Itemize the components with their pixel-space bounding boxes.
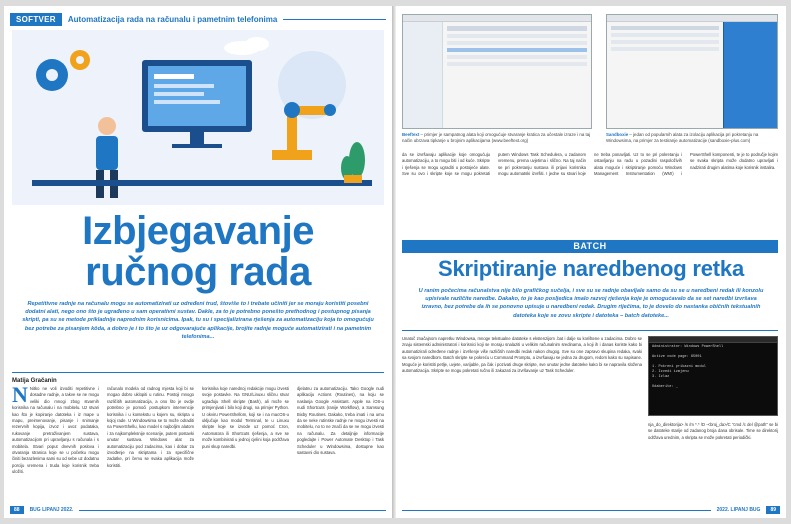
body-text-bottom-right: nja_do_direktorija> /s /m *.* /D -<broj_da>/C "cmd /c del @path" se bi se datoteke starije od zadanog broja dana obrisale. Time se direktorij održava urednim, a skripta se može pokretati periodički.: [648, 422, 778, 440]
body-text-bottom: Unatoč značajnom napretku Windowsa, mnoge tekstualne datoteke s ekstenzijom .bat i dalje su korištene u zadacima. Dobro se znaju sistemski administratori i korisnici koji se moraju snalaziti u velikim računalnim sredinama, a koji ih i danas koriste kako bi automatizirali određene radnje i izvršenje više različitih naredbi redak nakon drugog. Sve su one zapravo skupina redaka, svaki sa svojom naredbom. Batch skripte se pokreću u Command Promptu, a izvršavaju se jedna za drugom, redom kako su napisane. Moguće je koristiti petlje, uvjete, varijable, pa čak i pozivati druge skripte, sve unutar jedne datoteke kako bi se napravila složena automatizacija. Skripte se mogu pokretati ručno ili zakazati za izvršavanje uz Task Scheduler.: [402, 336, 642, 374]
footer-text: 2022. LIPANJ BUG: [716, 507, 761, 513]
footer-rule: [79, 510, 386, 511]
title-line-2: ručnog rada: [85, 250, 311, 294]
window-titlebar: [607, 15, 777, 22]
body-column-1: N Nitko ne voli izvoditi repetitivne i dosadne radnje, a takve se ne mogu veliki dio mnogi zbog stvarnih korisnika na računalu i na mobitelu. Uz stvari kao što je kopiranje datoteka i iz mape u mapu, preimenovanje, pisanje i snimanje rezervnih kopija, izvoz i uvoz podataka, rukovanje pretraživanjem sustava, automatizacijom pri upravljanju s računala i s mobitela. Stvari poput dnevnih poslova i otvaranja stranica koje se u početku mogu činiti bezazlenima sami su od sebe uz dodatnu porciju vremena i truda koje korisnik treba uložiti.: [12, 386, 99, 475]
footer-rule: [402, 510, 711, 511]
lead-rule: [402, 330, 778, 331]
author-rule: [12, 372, 384, 373]
lead-paragraph: Repetitivne radnje na računalu mogu se automatizirati uz određeni trud, štoviše to i trebate učiniti jer se moraju koristiti posebni dodatni alati, nego ono što je ugrađeno u sam operativni sustav. Dakle, za to je potrebno poneštо prethodnog i postupnog pisanja skripti, pa su se metode prikladnije naprednim korisnicima. Ipak, tu su i specijalizirana rješenja za automatizaciju koja to omogućuju bez potrebe za pisanjem kôda, a dobro je i to što je uz odgovarajuće aplikacije, brojite radnje moguće automatizirati i na pametnim telefonima...: [22, 301, 374, 340]
author-name: Matija Gračanin: [12, 378, 57, 384]
drop-cap: N: [12, 386, 28, 407]
hero-illustration: [12, 30, 384, 205]
page-number: 89: [766, 506, 780, 514]
header-title: Automatizacija rada na računalu i pametnim telefonima: [67, 14, 278, 24]
section-badge: SOFTVER: [10, 13, 62, 26]
page-footer: [402, 506, 780, 514]
footer-text: BUG LIPANJ 2022.: [29, 507, 74, 513]
left-page: [4, 6, 392, 518]
body-columns: [12, 386, 384, 506]
caption-sandboxie: Sandboxie – jedan od popularnih alata za izolaciju aplikacija pri pokretanju na Windowsima, na primjer za testiranje automatizacije (sandboxie-plus.com): [606, 132, 759, 143]
page-number: 88: [10, 506, 24, 514]
powershell-terminal: [648, 336, 778, 416]
article-title: Skriptiranje naredbenog retka: [438, 256, 744, 281]
right-page: [396, 6, 786, 518]
body-column-2: računalo modela od radnog mjesta koji bi se mogao dobro uklopiti u rutinu. Postoji mnogo različitih automatizacija, a ono što je ovdje potrebno je pomoći postupkom intervencije korisnika i u kontekstu u kojem su, skripta u kojoj rade. U Windowsima se to može odraditi na PowerShellu, kao model s najboljim alatom i za najkompleksnije scenarije, putem postavki unutar sustava. Windows alat za automatizaciju pod zadacima, kao i dobar za izvođenje na skriptama i za specifične zadatke, pri čemu se svaka aplikacija može koristiti.: [107, 386, 194, 468]
terminal-output: Administrator: Windows PowerShell Active code page: 65001 1. Pokreni prikazni modul 2. Izvedi izmjenu 3. Izlaz Odaberite: _: [652, 345, 724, 389]
window-titlebar: [403, 15, 591, 22]
article-lead: U ranim počecima računalstva nije bilo grafičkog sučelja, i sve su se radnje obavljale samo da su se u naredbeni redak ili konzolu upisivale različite naredbe. Dakako, to je kao posljedica imalo razvoj rješenja koje je omogućavalo da se set naredbi izvršava izravno, bez potrebe da ih se ponovno upisuje u naredbeni redak. Drugim riječima, to je dovelo do nastanka običnih tekstualnih datoteka koje se zovu skripte i datoteka – batch datoteke...: [418, 288, 764, 319]
page-header: [10, 12, 386, 26]
body-text-top: da se izvršavaju aplikacije koje omogućuju automatizaciju, a to mogu biti i od kuće. Skripte i rješenja se mogu ugraditi u postojeće alate. Sve su ovo i skripte koje se mogu pokretati putem Windows Task Schedulera, u zadanom vremenu, prema uvjetima i slično. Na taj način se pri pokretanju sustava ili prijavi korisnika mogu automatski izvršiti. I jedne su stvari koje ne treba ponavljati. Uz to se pri pokretanju i ostavljanju na radu u pozadini raspoloživih alata moguće i skriptiranje pomoću Windows Management Instrumentation (WMI) i PowerShell komponenti, te je to područje kojim se svaka skripta može dodatno upravljati i nadzirati drugim alatima koje korisnik instalira.: [402, 152, 778, 177]
desk: [32, 180, 372, 186]
page-footer: [10, 506, 386, 514]
header-rule: [283, 19, 386, 20]
caption-beeftext: Beeftext – primjer je sampatnog alata koji omogućuje stvaranje kratica za učestale izraze i na taj način ubrzava tipkanje u brojnim aplikacijama (www.beeftext.org): [402, 132, 591, 143]
section-bar-batch: BATCH: [402, 240, 778, 253]
automation-illustration: [12, 30, 384, 205]
body-column-4: djelatnu za automatizaciju. Tako Google nudi aplikaciju Actions (Routines), na koju se naslanja Google Assistant. Apple na iOS-u nudi Shortcuts (ranije Workflow), a Samsung Bixby Routines. Dakako, treba imati i na umu da se neke rutinske radnje ne mogu izvesti na mobitelu, no to ne znači da se ne mogu izvesti na računalu. Za detaljnije informacije pogledajte i Power Automate Desktop i Task Scheduler u Windowsima, dostupne kao sastavni dio sustava.: [297, 386, 384, 456]
body-column-3: korisnika koje narednoj redakcije mogu izvesti svoje postavke. Na GNU/Linuxu sličnu stvar ugrađuju Shell skripte (Bash), ali može se primjenjivati i bilo koji drugi, na primjer Python. U okviru PowerShellom, koji se i na macOS-u uključuje kao modul Terminal, te u Linuxu skripte koje se izvode uz pomoć Cron, Automatora ili Shortcuts rješenja, a sve se može kombinirati u jednoj cjelini koja podržava puni skup naredbi.: [202, 386, 289, 449]
beeftext-screenshot: [402, 14, 592, 129]
title-line-1: Izbjegavanje: [82, 209, 314, 253]
sandboxie-screenshot: [606, 14, 778, 129]
